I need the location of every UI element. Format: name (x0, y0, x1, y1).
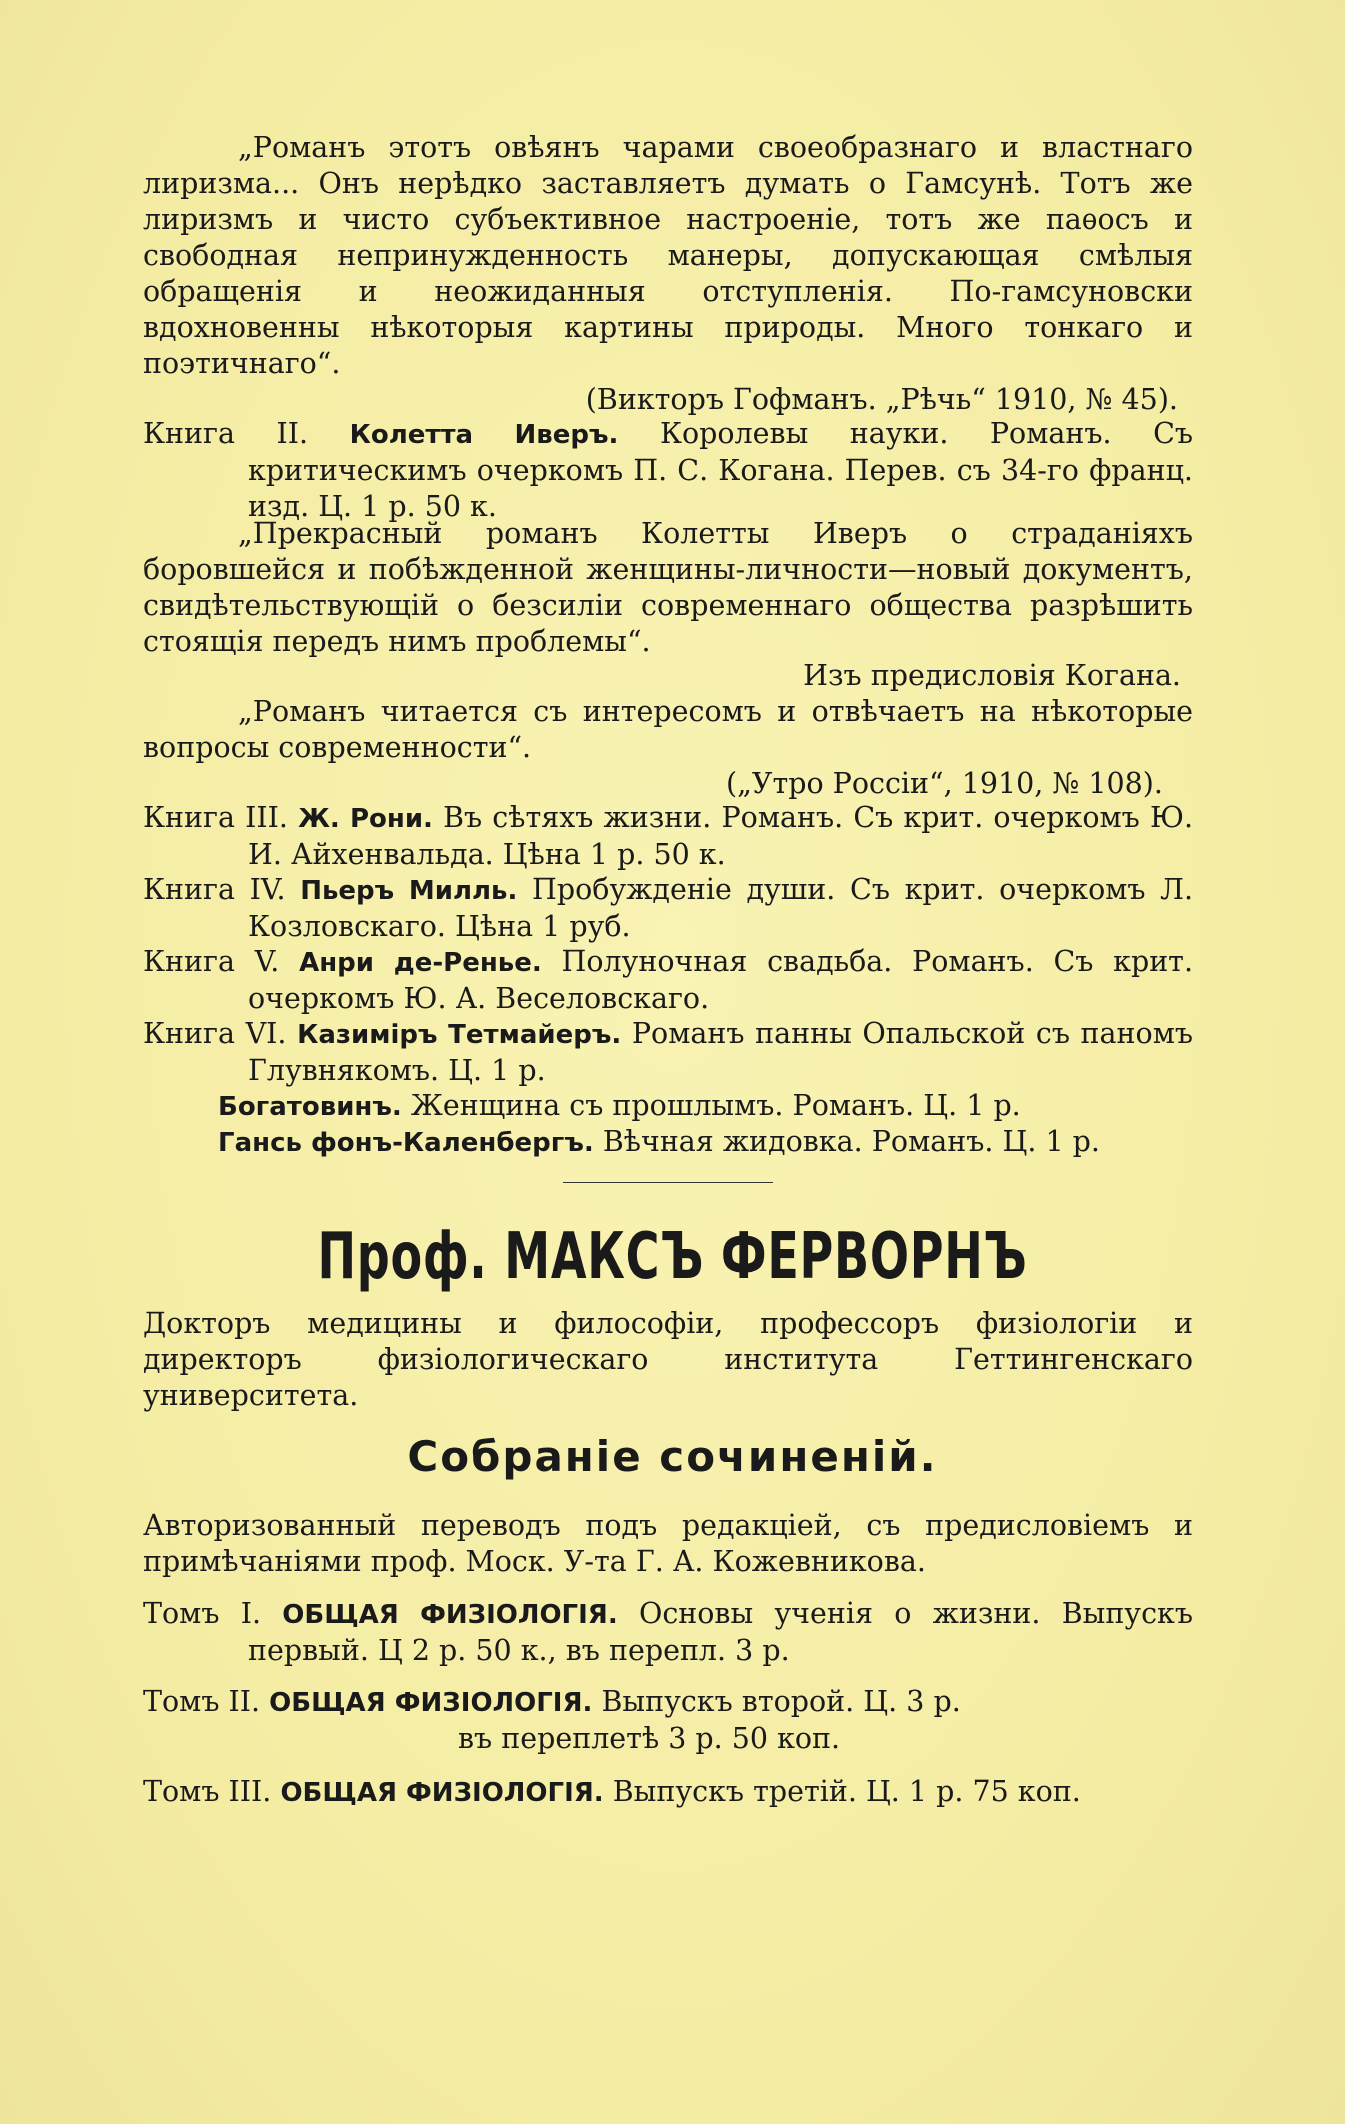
book-description: Романъ панны Опальской съ паномъ Глувнякомъ. Ц. 1 р. (248, 1017, 1193, 1087)
volume-label: Томъ III. (143, 1775, 272, 1808)
book-5-entry (143, 944, 1193, 1017)
volume-label: Томъ I. (143, 1597, 262, 1630)
author-description: Докторъ медицины и философіи, профессоръ физіологіи и директоръ физіологическаго института Геттингенскаго университета. (143, 1307, 1193, 1412)
volume-title: ОБЩАЯ ФИЗІОЛОГІЯ. (280, 1778, 604, 1808)
book-label: Книга IV. (143, 873, 286, 906)
book-author: Богатовинъ. (218, 1092, 402, 1122)
book-label: Книга III. (143, 801, 288, 834)
book-2-entry (143, 416, 1193, 525)
book-description: Полуночная свадьба. Романъ. Съ крит. очеркомъ Ю. А. Веселовскаго. (248, 945, 1194, 1015)
author-heading: Проф. МАКСЪ ФЕРВОРНЪ (317, 1220, 1028, 1294)
volume-title: ОБЩАЯ ФИЗІОЛОГІЯ. (269, 1688, 593, 1718)
book-2-quote-2-source: („Утро Россіи“, 1910, № 108). (725, 767, 1163, 800)
book-description: Королевы науки. Романъ. Съ критическимъ очеркомъ П. С. Когана. Перев. съ 34-го франц. изд. Ц. 1 р. 50 к. (248, 417, 1194, 523)
book-author: Колетта Иверъ. (349, 420, 619, 450)
volume-2-binding: въ переплетѣ 3 р. 50 коп. (458, 1722, 841, 1755)
book-3-entry (143, 800, 1193, 873)
book-author: Анри де-Ренье. (299, 948, 542, 978)
book-2-quote-1: „Прекрасный романъ Колетты Иверъ о страданіяхъ боровшейся и побѣжденной женщины-личности—новый документъ, свидѣтельствующій о безсиліи современнаго общества разрѣшить стоящія передъ нимъ проблемы“. (143, 517, 1193, 658)
book-4-entry (143, 872, 1193, 945)
hofmann-review (143, 130, 1193, 382)
volume-label: Томъ II. (143, 1685, 261, 1718)
book-description: Въ сѣтяхъ жизни. Романъ. Съ крит. очеркомъ Ю. И. Айхенвальда. Цѣна 1 р. 50 к. (248, 801, 1194, 871)
book-label: Книга II. (143, 417, 309, 450)
book-label: Книга VI. (143, 1017, 287, 1050)
volume-1-entry (143, 1596, 1193, 1669)
review-quote: „Романъ этотъ овѣянъ чарами своеобразнаго и властнаго лиризма... Онъ нерѣдко заставляетъ думать о Гамсунѣ. Тотъ же лиризмъ и чисто субъективное настроеніе, тотъ же паѳосъ и свободная непринужденность манеры, допускающая смѣлыя обращенія и неожиданныя отступленія. По-гамсуновски вдохновенны нѣкоторыя картины природы. Много тонкаго и поэтичнаго“. (143, 131, 1193, 380)
extra-book-1 (143, 1088, 1193, 1125)
book-author: Гансь фонъ-Каленбергъ. (218, 1128, 594, 1158)
volume-3-entry (143, 1774, 1193, 1811)
volume-title: ОБЩАЯ ФИЗІОЛОГІЯ. (282, 1600, 618, 1630)
section-divider (563, 1182, 773, 1183)
extra-book-2 (143, 1124, 1193, 1161)
book-6-entry (143, 1016, 1193, 1089)
collection-heading: Собраніе сочиненій. (407, 1432, 938, 1481)
volume-description: Выпускъ второй. Ц. 3 р. (601, 1685, 961, 1718)
book-author: Пьеръ Милль. (300, 876, 518, 906)
book-2-quote-1-source: Изъ предисловія Когана. (803, 659, 1181, 692)
volume-2-entry (143, 1684, 1193, 1757)
volume-description: Выпускъ третій. Ц. 1 р. 75 коп. (612, 1775, 1081, 1808)
volume-description: Основы ученія о жизни. Выпускъ первый. Ц 2 р. 50 к., въ перепл. 3 р. (248, 1597, 1193, 1667)
translation-note: Авторизованный переводъ подъ редакціей, съ предисловіемъ и примѣчаніями проф. Моск. У-та Г. А. Кожевникова. (143, 1509, 1193, 1578)
book-author: Казиміръ Тетмайеръ. (297, 1020, 622, 1050)
book-author: Ж. Рони. (298, 804, 433, 834)
book-label: Книга V. (143, 945, 280, 978)
book-description: Женщина съ прошлымъ. Романъ. Ц. 1 р. (410, 1089, 1021, 1122)
review-source: (Викторъ Гофманъ. „Рѣчь“ 1910, № 45). (585, 383, 1178, 416)
book-description: Вѣчная жидовка. Романъ. Ц. 1 р. (602, 1125, 1100, 1158)
book-description: Пробужденіе души. Съ крит. очеркомъ Л. Козловскаго. Цѣна 1 руб. (248, 873, 1194, 943)
book-2-quote-2: „Романъ читается съ интересомъ и отвѣчаетъ на нѣкоторые вопросы современности“. (143, 695, 1193, 764)
